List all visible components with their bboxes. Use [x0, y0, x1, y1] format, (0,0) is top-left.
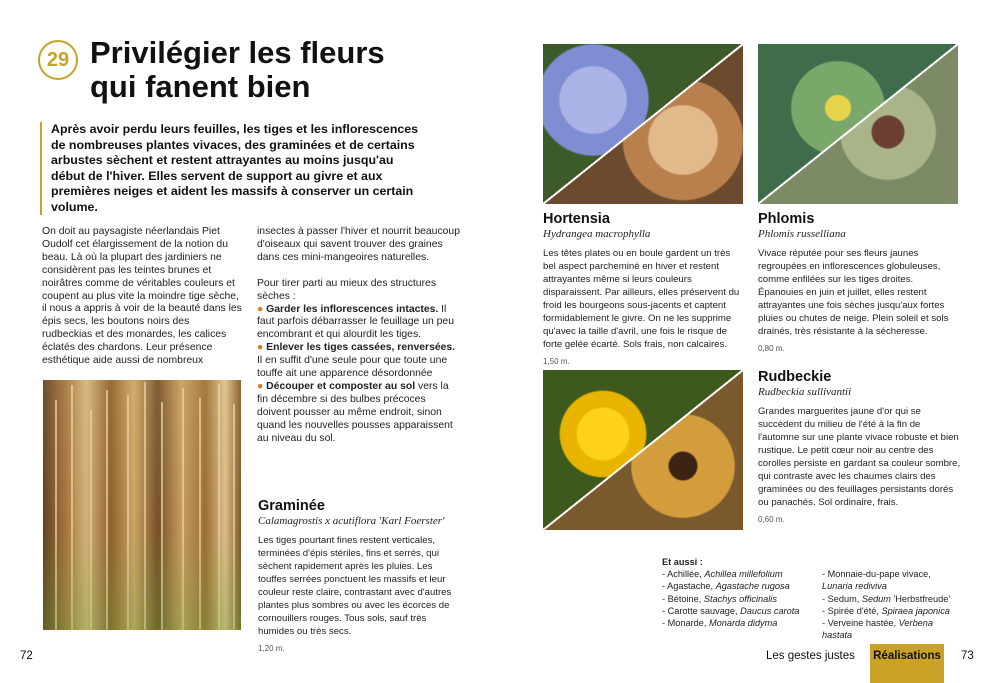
plant-card-graminee: [258, 498, 463, 653]
list-item: - Bétoine, Stachys officinalis: [662, 593, 777, 604]
section-footer-label: Les gestes justes: [766, 650, 855, 662]
title-line-1: Privilégier les fleurs: [90, 35, 385, 70]
phlomis-photo: [758, 44, 958, 204]
hortensia-photo: [543, 44, 743, 204]
list-item: - Carotte sauvage, Daucus carota: [662, 605, 800, 616]
bullet-item: ● Découper et composter au sol vers la fin décembre si des bulbes précoces doivent pousser au même endroit, sinon quand les nouvelles pousses apparaissent au niveau du sol.: [257, 380, 453, 444]
also-list-heading: Et aussi :: [662, 557, 703, 567]
plant-name: Hortensia: [543, 211, 610, 227]
plant-description: Les têtes plates ou en boule gardent un très bel aspect parcheminé en hiver et restent attrayantes même si leurs couleurs disparaissent. Par ailleurs, elles préservent du froid les bourgeons sous-jacents et captent formidablement le givre. On ne les supprime qu'avec la taille d'avril, une fois le risque de forte gelée écarté. Sols frais, non calcaires.: [543, 248, 740, 350]
col2-paragraph-2: [257, 278, 462, 446]
bullet-dot-icon: ●: [257, 380, 267, 392]
list-item: - Agastache, Agastache rugosa: [662, 581, 790, 592]
bullet-dot-icon: ●: [257, 342, 267, 354]
bullet-dot-icon: ●: [257, 303, 267, 315]
page-title: [90, 36, 490, 104]
page-number-left: 72: [20, 650, 33, 662]
body-column-2: [257, 226, 462, 446]
plant-name: Phlomis: [758, 211, 815, 227]
graminee-photo: [43, 380, 241, 630]
also-list: [662, 556, 962, 641]
also-list-column-1: [662, 568, 814, 641]
plant-description: Les tiges pourtant fines restent verticales, terminées d'épis stériles, fins et serrés, qui sèchent rapidement après les pluies. Les touffes serrées ponctuent les massifs et leur couleur reste claire, contrastant avec d'autres plantes plus sombres ou avec les écorces de cornouillers rouges. Tous sols, sauf très humides ou très secs.: [258, 535, 452, 637]
list-item: - Sedum, Sedum 'Herbstfreude': [822, 593, 951, 604]
intro-paragraph: Après avoir perdu leurs feuilles, les tiges et les inflorescences de nombreuses plantes vivaces, des graminées et de certains arbustes sèchent et restent attrayantes au moins jusqu'au début de l'hiver. Elles servent de support au givre et aux premières neiges et aident les massifs à conserver un certain volume.: [40, 122, 420, 215]
title-line-2: qui fanent bien: [90, 69, 311, 104]
also-list-column-2: [822, 568, 962, 641]
plant-height: 1,20 m.: [258, 644, 285, 653]
plant-card-phlomis: [758, 211, 958, 353]
rudbeckie-photo: [543, 370, 743, 530]
plant-name: Rudbeckie: [758, 369, 832, 385]
list-item: - Spirée d'été, Spiraea japonica: [822, 605, 950, 616]
plant-height: 1,50 m.: [543, 357, 570, 366]
list-item: - Achillée, Achillea millefolium: [662, 569, 783, 580]
bullet-item: ● Garder les inflorescences intactes. Il faut parfois débarrasser le feuillage un peu encombrant et qui alourdit les tiges.: [257, 303, 454, 341]
col2-paragraph-1: insectes à passer l'hiver et nourrit beaucoup d'oiseaux qui savent trouver des graines dans ces mini-mangeoires naturelles.: [257, 226, 460, 263]
plant-description: Grandes marguerites jaune d'or qui se succèdent du milieu de l'été à la fin de l'automne sur une plante vivace robuste et bien rustique. Le petit cœur noir au centre des corolles persiste en gardant sa couleur sombre, qui contraste avec les chaumes clairs des graminées ou des feuillages persistants dorés ou panachés. Sol ordinaire, frais.: [758, 406, 961, 508]
plant-card-rudbeckie: [758, 369, 963, 524]
plant-name: Graminée: [258, 498, 325, 514]
right-page: [500, 0, 1000, 683]
plant-latin-name: Rudbeckia sullivantii: [758, 386, 852, 398]
plant-latin-name: Hydrangea macrophylla: [543, 228, 651, 240]
bullet-item: ● Enlever les tiges cassées, renversées. Il en suffit d'une seule pour que toute une touffe ait une apparence désordonnée: [257, 342, 456, 380]
list-item: - Monarde, Monarda didyma: [662, 618, 778, 629]
body-column-1: On doit au paysagiste néerlandais Piet Oudolf cet élargissement de la notion du beau. Là où la plupart des jardiniers ne considèrent pas les teintes brunes et noirâtres comme de véritables couleurs et coupent au plus vite la moindre tige sèche, il nous a appris à voir de la beauté dans les épis secs, les boutons noirs des rudbeckias et des monardes, les calices éclatés des chardons. Leur présence esthétique aide aussi de nombreux: [42, 226, 242, 367]
list-item: - Monnaie-du-pape vivace, Lunaria rediviva: [822, 569, 931, 592]
list-item: - Verveine hastée, Verbena hastata: [822, 618, 934, 641]
plant-latin-name: Calamagrostis x acutiflora 'Karl Foerster': [258, 515, 445, 527]
bullets-intro: Pour tirer parti au mieux des structures sèches :: [257, 277, 437, 302]
plant-height: 0,80 m.: [758, 344, 785, 353]
plant-description: Vivace réputée pour ses fleurs jaunes regroupées en inflorescences globuleuses, comme enfilées sur les tiges droites. Épanouies en juin et juillet, elles restent attrayantes une fois sèches jusqu'aux fortes pluies ou chutes de neige. Plein soleil et sols drainés, très résistante à la sécheresse.: [758, 248, 949, 337]
plant-card-hortensia: [543, 211, 743, 366]
plant-height: 0,60 m.: [758, 515, 785, 524]
page-number-right: 73: [961, 650, 974, 662]
chapter-tab: Réalisations: [870, 644, 944, 683]
section-number-badge: 29: [38, 40, 78, 80]
plant-latin-name: Phlomis russelliana: [758, 228, 846, 240]
